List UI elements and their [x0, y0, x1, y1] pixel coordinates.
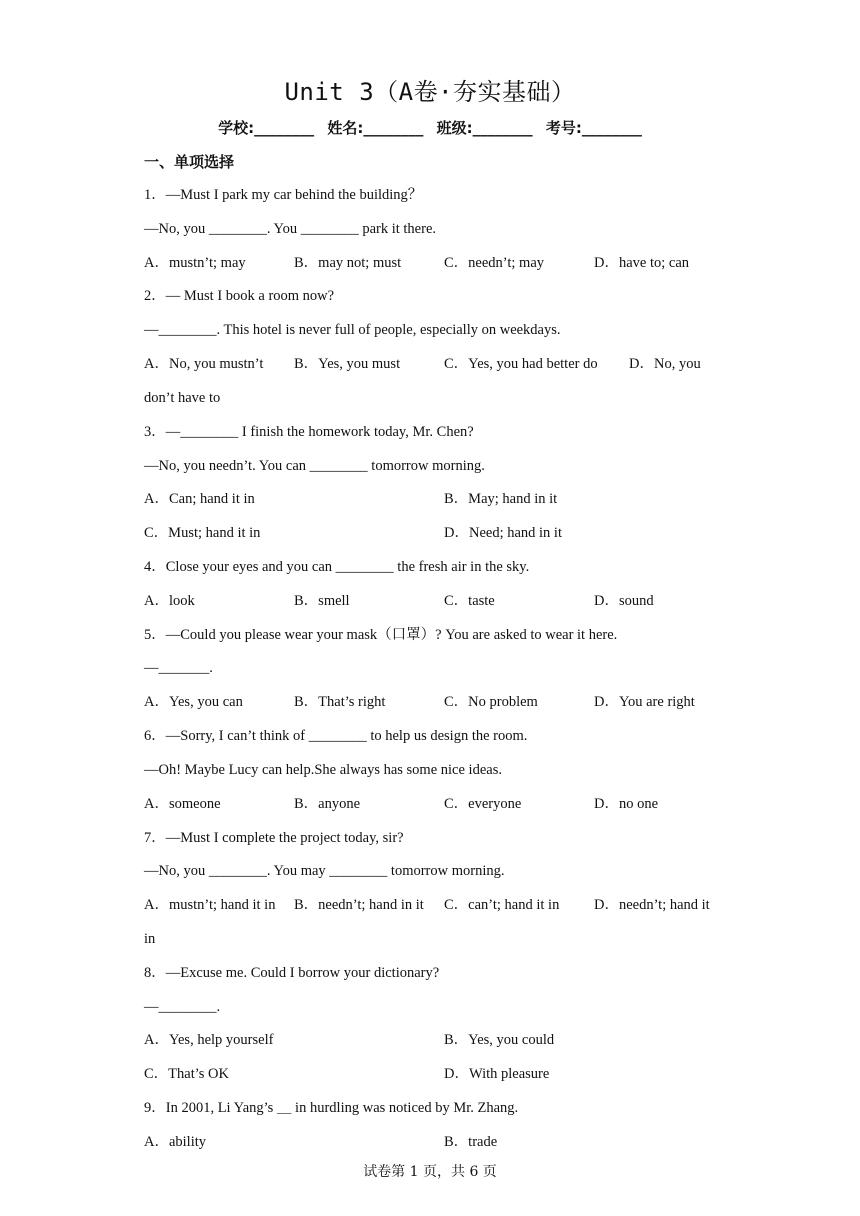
page-title: Unit 3（A卷·夯实基础） — [284, 78, 576, 106]
question-4-option-c: C．taste — [444, 593, 495, 609]
question-3-option-c: C．Must; hand it in — [144, 525, 261, 541]
question-6-option-c: C．everyone — [444, 796, 522, 812]
question-7-option-d: D．needn’t; hand it — [594, 897, 710, 913]
question-9-option-a: A．ability — [144, 1134, 207, 1150]
student-info-line — [0, 117, 860, 138]
question-6-option-a: A．someone — [144, 796, 221, 812]
question-8-option-d: D．With pleasure — [444, 1066, 550, 1082]
question-6-option-d: D．no one — [594, 796, 659, 812]
question-2-option-c: C．Yes, you had better do — [444, 356, 598, 372]
question-8-option-b: B．Yes, you could — [444, 1032, 555, 1048]
class-field: 班级:________ — [436, 119, 533, 137]
question-2-option-d: D．No, you — [629, 356, 701, 372]
question-7-stem: 7．—Must I complete the project today, sir? — [144, 830, 404, 846]
page-footer: 试卷第 1 页，共 6 页 — [363, 1164, 497, 1180]
question-1-option-a: A．mustn’t; may — [144, 255, 246, 271]
question-4-stem: 4．Close your eyes and you can ________ the fresh air in the sky. — [144, 559, 530, 575]
question-1-stem-line2: —No, you ________. You ________ park it there. — [144, 221, 437, 237]
question-3-option-d: D．Need; hand in it — [444, 525, 562, 541]
question-2-option-a: A．No, you mustn’t — [144, 356, 264, 372]
question-4-option-a: A．look — [144, 593, 195, 609]
question-5-stem-line2: —_______. — [144, 660, 213, 676]
question-7-option-a: A．mustn’t; hand it in — [144, 897, 276, 913]
question-3-option-b: B．May; hand in it — [444, 491, 558, 507]
question-8-option-a: A．Yes, help yourself — [144, 1032, 274, 1048]
question-5-option-d: D．You are right — [594, 694, 695, 710]
question-7-stem-line2: —No, you ________. You may ________ tomorrow morning. — [144, 863, 505, 879]
question-7-option-b: B．needn’t; hand in it — [294, 897, 424, 913]
question-3-stem-line2: —No, you needn’t. You can ________ tomorrow morning. — [144, 458, 485, 474]
question-3-stem: 3．—________ I finish the homework today, Mr. Chen? — [144, 424, 474, 440]
question-6-stem: 6．—Sorry, I can’t think of ________ to help us design the room. — [144, 728, 528, 744]
question-5-option-b: B．That’s right — [294, 694, 386, 710]
question-6-stem-line2: —Oh! Maybe Lucy can help.She always has some nice ideas. — [144, 762, 502, 778]
question-5-option-a: A．Yes, you can — [144, 694, 243, 710]
section-title: 一、单项选择 — [144, 153, 235, 171]
name-field: 姓名:________ — [327, 119, 424, 137]
question-8-stem: 8．—Excuse me. Could I borrow your dictionary? — [144, 965, 440, 981]
question-1-option-d: D．have to; can — [594, 255, 690, 271]
exam-number-field: 考号:________ — [545, 119, 642, 137]
question-1-stem: 1．—Must I park my car behind the building？ — [144, 187, 423, 203]
question-4-option-b: B．smell — [294, 593, 350, 609]
question-2-stem-line2: —________. This hotel is never full of people, especially on weekdays. — [144, 322, 561, 338]
question-5-stem: 5．—Could you please wear your mask（口罩）? You are asked to wear it here. — [144, 627, 618, 643]
question-8-stem-line2: —________. — [144, 999, 221, 1015]
question-8-option-c: C．That’s OK — [144, 1066, 229, 1082]
school-field: 学校:________ — [218, 119, 315, 137]
question-4-option-d: D．sound — [594, 593, 654, 609]
question-3-option-a: A．Can; hand it in — [144, 491, 255, 507]
question-2-option-b: B．Yes, you must — [294, 356, 401, 372]
question-7-option-c: C．can’t; hand it in — [444, 897, 560, 913]
question-7-option-d-wrap: in — [144, 931, 156, 947]
question-2-option-d-wrap: don’t have to — [144, 390, 221, 406]
question-9-stem: 9．In 2001, Li Yang’s ＿ in hurdling was noticed by Mr. Zhang. — [144, 1100, 519, 1116]
question-1-option-c: C．needn’t; may — [444, 255, 545, 271]
question-1-option-b: B．may not; must — [294, 255, 402, 271]
question-9-option-b: B．trade — [444, 1134, 498, 1150]
question-5-option-c: C．No problem — [444, 694, 538, 710]
question-6-option-b: B．anyone — [294, 796, 361, 812]
question-2-stem: 2．— Must I book a room now? — [144, 288, 335, 304]
